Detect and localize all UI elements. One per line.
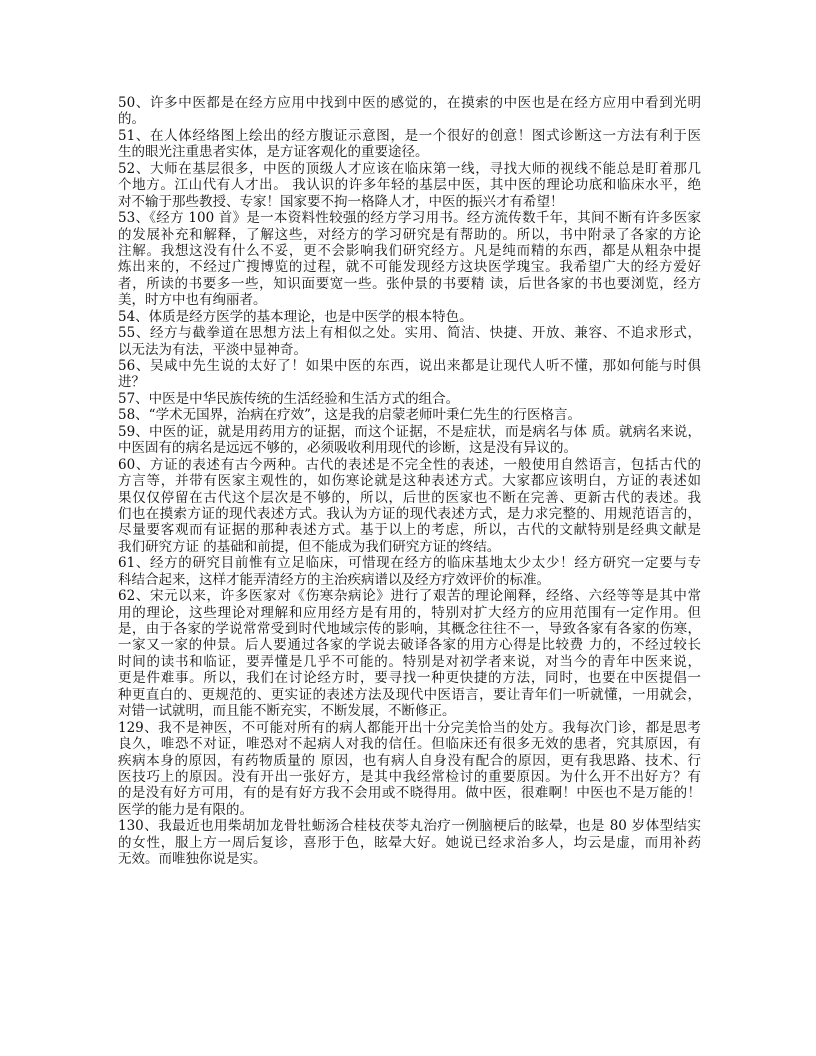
text-line: 61、经方的研究目前惟有立足临床，可惜现在经方的临床基地太少太少！经方研究一定要与专 [118,555,701,572]
text-line: 50、许多中医都是在经方应用中找到中医的感觉的，在摸索的中医也是在经方应用中看到光明 [118,95,701,111]
text-line: 130、我最近也用柴胡加龙骨牡蛎汤合桂枝茯苓丸治疗一例脑梗后的眩晕，也是 80 岁体型结实 [118,818,701,835]
text-line: 一家又一家的仲景。后人要通过各家的学说去破译各家的用方心得是比较费 力的，不经过较长 [118,637,701,654]
paragraph [118,588,701,720]
text-line: 53、《经方 100 首》是一本资料性较强的经方学习用书。经方流传数千年，其间不断有许多医家 [118,210,701,227]
text-line: 注解。我想这没有什么不妥，更不会影响我们研究经方。凡是纯而精的东西，都是从粗杂中提 [118,242,701,259]
text-line: 的发展补充和解释，了解这些，对经方的学习研究是有帮助的。所以，书中附录了各家的方论 [118,226,701,243]
text-line: 的。 [118,111,145,128]
paragraph [118,95,701,128]
paragraph [118,161,701,210]
text-line: 生的眼光注重患者实体，是方证客观化的重要途径。 [118,144,429,161]
paragraph [118,555,701,588]
paragraph [118,391,701,407]
text-line: 种更直白的、更规范的、更实证的表述方法及现代中医语言，要让青年们一听就懂，一用就会， [118,686,701,703]
text-line: 60、方证的表述有古今两种。古代的表述是不完全性的表述，一般使用自然语言，包括古代的 [118,456,701,473]
text-line: 尽量要客观而有证据的那种表述方式。基于以上的考虑，所以，古代的文献特别是经典文献是 [118,522,701,539]
paragraph [118,457,701,556]
text-line: 对错一试就明，而且能不断充实，不断发展，不断修正。 [118,703,456,720]
paragraph [118,407,701,423]
paragraph [118,210,701,309]
text-line: 对不输于那些教授、专家！国家要不拘一格降人才，中医的振兴才有希望！ [118,193,564,210]
document-body [118,95,701,868]
text-line: 59、中医的证，就是用药用方的证据，而这个证据，不是症状，而是病名与体 质。就病名来说， [118,423,701,440]
text-line: 55、经方与截拳道在思想方法上有相似之处。实用、简洁、快捷、开放、兼容、不追求形式， [118,325,701,342]
text-line: 无效。而唯独你说是实。 [118,851,267,868]
paragraph [118,309,701,325]
paragraph [118,424,701,457]
text-line: 疾病本身的原因，有药物质量的 原因，也有病人自身没有配合的原因，更有我思路、技术、行 [118,752,701,769]
text-line: 良久，唯恐不对证，唯恐对不起病人对我的信任。但临床还有很多无效的患者，究其原因，有 [118,736,701,753]
paragraph [118,720,701,819]
text-line: 方言等，并带有医家主观性的，如伤寒论就是这种表述方式。大家都应该明白，方证的表述如 [118,473,701,490]
paragraph [118,325,701,358]
text-line: 炼出来的，不经过广搜博览的过程，就不可能发现经方这块医学瑰宝。我希望广大的经方爱好 [118,259,701,276]
text-line: 54、体质是经方医学的基本理论，也是中医学的根本特色。 [118,308,473,325]
text-line: 是，由于各家的学说常常受到时代地域宗传的影响，其概念往往不一，导致各家有各家的伤寒， [118,621,701,637]
text-line: 们也在摸索方证的现代表述方式。我认为方证的现代表述方式，是力求完整的、用规范语言的， [118,505,701,522]
text-line: 更是件难事。所以，我们在讨论经方时，要寻找一种更快捷的方法，同时，也要在中医提倡一 [118,670,701,687]
text-line: 58、“学术无国界，治病在疗效”，这是我的启蒙老师叶秉仁先生的行医格言。 [118,407,581,424]
text-line: 时间的读书和临证，要弄懂是几乎不可能的。特别是对初学者来说，对当今的青年中医来说， [118,653,701,670]
text-line: 进？ [118,374,145,391]
text-line: 个地方。江山代有人才出。 我认识的许多年轻的基层中医，其中医的理论功底和临床水平，绝 [118,177,701,194]
paragraph [118,358,701,391]
text-line: 以无法为有法，平淡中显神奇。 [118,341,307,358]
text-line: 57、中医是中华民族传统的生活经验和生活方式的组合。 [118,390,460,407]
text-line: 医技巧上的原因。没有开出一张好方，是其中我经常检讨的重要原因。为什么开不出好方？有 [118,768,701,785]
text-line: 美，时方中也有绚丽者。 [118,292,267,309]
text-line: 用的理论，这些理论对理解和应用经方是有用的，特别对扩大经方的应用范围有一定作用。但 [118,604,701,621]
text-line: 中医固有的病名是远远不够的，必须吸收利用现代的诊断，这是没有异议的。 [118,440,577,457]
paragraph [118,818,701,867]
text-line: 52、大师在基层很多，中医的顶级人才应该在临床第一线，寻找大师的视线不能总是盯着那几 [118,160,701,177]
text-line: 者，所读的书要多一些，知识面要宽一些。张仲景的书要精 读，后世各家的书也要浏览，经方 [118,275,701,292]
text-line: 果仅仅停留在古代这个层次是不够的，所以，后世的医家也不断在完善、更新古代的表述。我 [118,489,701,506]
text-line: 的女性，服上方一周后复诊，喜形于色，眩晕大好。她说已经求治多人，均云是虚，而用补药 [118,834,701,851]
text-line: 129、我不是神医，不可能对所有的病人都能开出十分完美恰当的处方。我每次门诊，都是思考 [118,719,701,736]
text-line: 医学的能力是有限的。 [118,801,253,818]
paragraph [118,128,701,161]
text-line: 的是没有好方可用，有的是有好方我不会用或不晓得用。做中医，很难啊！中医也不是万能的！ [118,785,701,802]
text-line: 51、在人体经络图上绘出的经方腹证示意图，是一个很好的创意！图式诊断这一方法有利于医 [118,127,701,144]
text-line: 我们研究方证 的基础和前提，但不能成为我们研究方证的终结。 [118,538,501,555]
text-line: 56、吴咸中先生说的太好了！如果中医的东西，说出来都是让现代人听不懂，那如何能与时俱 [118,358,701,374]
text-line: 62、宋元以来，许多医家对《伤寒杂病论》进行了艰苦的理论阐释，经络、六经等等是其中常 [118,588,701,605]
text-line: 科结合起来，这样才能弄清经方的主治疾病谱以及经方疗效评价的标准。 [118,571,550,588]
